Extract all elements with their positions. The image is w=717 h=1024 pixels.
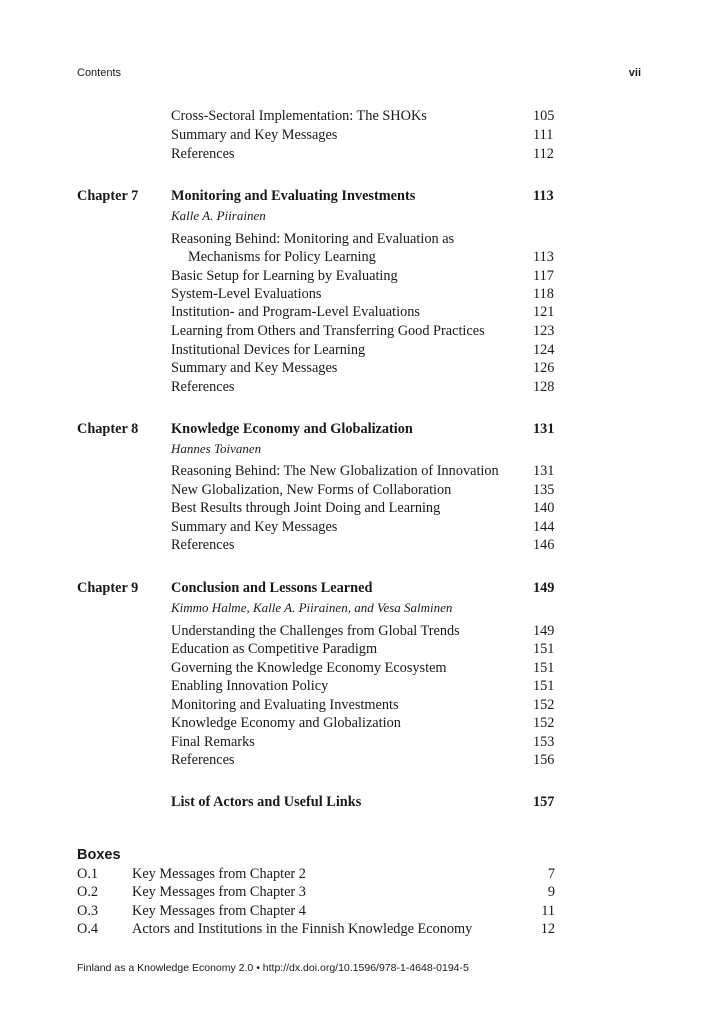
toc-entry[interactable] bbox=[171, 696, 555, 715]
toc-entry-label: References bbox=[171, 537, 235, 553]
toc-entry-page: 113 bbox=[533, 249, 554, 265]
toc-entry[interactable] bbox=[171, 677, 555, 696]
toc-entry-page: 156 bbox=[533, 752, 555, 768]
box-entry[interactable] bbox=[77, 920, 555, 939]
toc-entry-page: 117 bbox=[533, 268, 554, 284]
toc-entry-label: Institution- and Program-Level Evaluations bbox=[171, 304, 420, 320]
box-number: O.4 bbox=[77, 921, 99, 937]
toc-entry[interactable] bbox=[171, 640, 555, 659]
chapter-7-authors: Kalle A. Piirainen bbox=[171, 208, 266, 223]
toc-entry[interactable] bbox=[171, 230, 555, 249]
actors-page: 157 bbox=[533, 794, 555, 810]
running-head-contents: Contents bbox=[77, 67, 122, 79]
toc-entry-label: Mechanisms for Policy Learning bbox=[188, 249, 376, 265]
toc-entry[interactable] bbox=[171, 322, 555, 341]
toc-entry[interactable] bbox=[171, 359, 555, 378]
toc-entry-page: 111 bbox=[533, 127, 554, 143]
chapter-9-page: 149 bbox=[533, 580, 555, 596]
toc-entry-label: Education as Competitive Paradigm bbox=[171, 641, 378, 657]
chapter-7-label: Chapter 7 bbox=[77, 188, 139, 204]
toc-entry-page: 151 bbox=[533, 641, 555, 657]
toc-entry[interactable] bbox=[171, 659, 555, 678]
toc-entry-page: 118 bbox=[533, 286, 554, 302]
toc-entry-label: Enabling Innovation Policy bbox=[171, 678, 329, 694]
toc-entry-page: 123 bbox=[533, 323, 555, 339]
toc-entry[interactable] bbox=[171, 714, 555, 733]
actors-title: List of Actors and Useful Links bbox=[171, 794, 362, 810]
toc-entry[interactable] bbox=[171, 462, 555, 481]
boxes-heading: Boxes bbox=[77, 847, 121, 863]
toc-entry-page: 149 bbox=[533, 623, 555, 639]
toc-entry-label: Learning from Others and Transferring Good Practices bbox=[171, 323, 485, 339]
box-number: O.2 bbox=[77, 884, 99, 900]
toc-entry-label: Best Results through Joint Doing and Learning bbox=[171, 500, 441, 516]
chapter-9-label: Chapter 9 bbox=[77, 580, 139, 596]
toc-entry-page: 126 bbox=[533, 360, 555, 376]
toc-entry-page: 128 bbox=[533, 379, 555, 395]
box-label: Key Messages from Chapter 4 bbox=[132, 903, 306, 919]
toc-entry-page: 112 bbox=[533, 146, 554, 162]
chapter-7-title-entry[interactable] bbox=[171, 187, 555, 206]
box-number: O.1 bbox=[77, 866, 99, 882]
toc-entry-label: Summary and Key Messages bbox=[171, 519, 338, 535]
box-number: O.3 bbox=[77, 903, 99, 919]
toc-entry-page: 135 bbox=[533, 482, 555, 498]
toc-entry-label: Final Remarks bbox=[171, 734, 255, 750]
toc-entry-page: 151 bbox=[533, 660, 555, 676]
toc-entry-label: References bbox=[171, 752, 235, 768]
toc-entry[interactable] bbox=[171, 733, 555, 752]
toc-entry-label: Basic Setup for Learning by Evaluating bbox=[171, 268, 398, 284]
toc-entry-label: Cross-Sectoral Implementation: The SHOKs bbox=[171, 108, 427, 124]
chapter-8-title-entry[interactable] bbox=[171, 420, 555, 439]
toc-entry-page: 153 bbox=[533, 734, 555, 750]
toc-entry[interactable] bbox=[171, 248, 555, 267]
actors-entry[interactable] bbox=[171, 793, 555, 812]
box-entry[interactable] bbox=[77, 865, 555, 884]
box-page: 9 bbox=[547, 884, 555, 900]
chapter-9-title-entry[interactable] bbox=[171, 579, 555, 598]
toc-entry-page: 124 bbox=[533, 342, 555, 358]
chapter-9-title: Conclusion and Lessons Learned bbox=[171, 580, 373, 596]
chapter-8-title: Knowledge Economy and Globalization bbox=[171, 421, 413, 437]
toc-entry-page: 131 bbox=[533, 463, 555, 479]
toc-entry-page: 105 bbox=[533, 108, 555, 124]
page-number-roman: vii bbox=[628, 67, 641, 79]
toc-entry-label: Reasoning Behind: The New Globalization of Innovation bbox=[171, 463, 499, 479]
chapter-8-page: 131 bbox=[533, 421, 555, 437]
toc-entry-page: 144 bbox=[533, 519, 555, 535]
toc-entry-label: Summary and Key Messages bbox=[171, 127, 338, 143]
toc-entry[interactable] bbox=[171, 285, 555, 304]
toc-entry[interactable] bbox=[171, 267, 555, 286]
toc-entry[interactable] bbox=[171, 518, 555, 537]
toc-entry-label: References bbox=[171, 379, 235, 395]
toc-entry-label: Governing the Knowledge Economy Ecosystem bbox=[171, 660, 447, 676]
box-page: 12 bbox=[540, 921, 555, 937]
box-page: 7 bbox=[547, 866, 555, 882]
toc-entry[interactable] bbox=[171, 126, 555, 145]
toc-entry-page: 152 bbox=[533, 697, 555, 713]
toc-entry[interactable] bbox=[171, 378, 555, 397]
toc-entry-label: Monitoring and Evaluating Investments bbox=[171, 697, 399, 713]
page-footer: Finland as a Knowledge Economy 2.0 • http://dx.doi.org/10.1596/978-1-4648-0194-5 bbox=[77, 962, 469, 974]
toc-entry-page: 152 bbox=[533, 715, 555, 731]
toc-entry[interactable] bbox=[171, 341, 555, 360]
toc-entry[interactable] bbox=[171, 481, 555, 500]
toc-entry-label: Summary and Key Messages bbox=[171, 360, 338, 376]
chapter-7-title: Monitoring and Evaluating Investments bbox=[171, 188, 416, 204]
box-label: Actors and Institutions in the Finnish Knowledge Economy bbox=[132, 921, 473, 937]
box-page: 11 bbox=[541, 903, 555, 919]
chapter-9-authors: Kimmo Halme, Kalle A. Piirainen, and Vesa Salminen bbox=[171, 600, 453, 615]
toc-entry[interactable] bbox=[171, 303, 555, 322]
chapter-8-label: Chapter 8 bbox=[77, 421, 139, 437]
toc-entry-page: 121 bbox=[533, 304, 555, 320]
box-entry[interactable] bbox=[77, 902, 555, 921]
toc-entry[interactable] bbox=[171, 536, 555, 555]
toc-entry-label: References bbox=[171, 146, 235, 162]
toc-entry[interactable] bbox=[171, 751, 555, 770]
toc-entry-label: Institutional Devices for Learning bbox=[171, 342, 366, 358]
toc-entry[interactable] bbox=[171, 145, 555, 164]
toc-entry-label: Knowledge Economy and Globalization bbox=[171, 715, 401, 731]
chapter-8-authors: Hannes Toivanen bbox=[171, 441, 262, 456]
toc-entry[interactable] bbox=[171, 107, 555, 126]
box-entry[interactable] bbox=[77, 883, 555, 902]
toc-entry-label: New Globalization, New Forms of Collaboration bbox=[171, 482, 452, 498]
toc-entry-label: Reasoning Behind: Monitoring and Evaluation as bbox=[171, 231, 455, 247]
toc-entry-label: Understanding the Challenges from Global Trends bbox=[171, 623, 460, 639]
toc-entry[interactable] bbox=[171, 499, 555, 518]
box-label: Key Messages from Chapter 2 bbox=[132, 866, 306, 882]
toc-entry[interactable] bbox=[171, 622, 555, 641]
toc-entry-label: System-Level Evaluations bbox=[171, 286, 322, 302]
box-label: Key Messages from Chapter 3 bbox=[132, 884, 306, 900]
toc-entry-page: 151 bbox=[533, 678, 555, 694]
toc-entry-page: 140 bbox=[533, 500, 555, 516]
toc-entry-page: 146 bbox=[533, 537, 555, 553]
chapter-7-page: 113 bbox=[533, 188, 554, 204]
